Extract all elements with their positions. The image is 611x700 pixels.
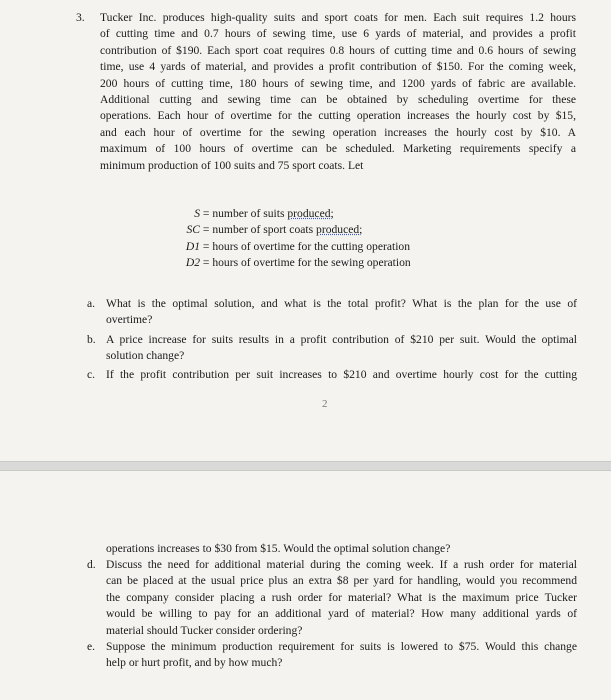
problem-line: Tucker Inc. produces high-quality suits and sport coats for men. Each suit requires 1.2 hours <box>100 11 576 24</box>
definition-symbol: D1 <box>185 239 200 253</box>
problem-line: of cutting time and 0.7 hours of sewing time, use 6 yards of material, and provides a profit <box>100 27 576 41</box>
question-d <box>87 557 577 639</box>
problem-line: time, use 4 yards of material, and provides a profit contribution of $150. For the coming week, <box>100 60 576 74</box>
question-line: Discuss the need for additional material during the coming week. If a rush order for material <box>106 558 577 571</box>
definition-row <box>172 222 472 238</box>
question-label: e. <box>87 640 96 653</box>
definition-symbol: S <box>194 207 200 220</box>
question-line: A price increase for suits results in a profit contribution of $210 per suit. Would the optimal <box>106 333 577 346</box>
question-c <box>87 367 577 383</box>
question-line: What is the optimal solution, and what is the total profit? What is the plan for the use of <box>106 297 577 310</box>
question-label: a. <box>87 297 96 310</box>
definition-symbol: SC <box>186 223 200 237</box>
definition-row <box>172 239 472 255</box>
continuation-line: operations increases to $30 from $15. Would the optimal solution change? <box>106 542 451 555</box>
question-line: help or hurt profit, and by how much? <box>106 656 283 670</box>
question-line: would be willing to pay for an additional yard of material? How many additional yards of <box>106 607 577 621</box>
definition-symbol: D2 <box>185 256 200 270</box>
problem-line: and each hour of overtime for the sewing operation increases the hourly cost by $10. A <box>100 125 576 139</box>
question-line: can be placed at the usual price plus an extra $8 per yard for handling, would you recommend <box>106 574 577 588</box>
question-label: c. <box>87 368 96 381</box>
definition-row <box>172 255 472 271</box>
definition-text: = hours of overtime for the cutting operation <box>202 239 411 253</box>
problem-statement <box>76 10 576 174</box>
document-page-2 <box>0 470 611 700</box>
definition-text: = number of suits <box>202 207 288 220</box>
question-line: the company consider placing a rush order for material? What is the maximum price Tucker <box>106 590 577 604</box>
question-label: b. <box>87 333 96 346</box>
question-e <box>87 639 577 672</box>
definition-underlined: produced; <box>287 207 334 220</box>
definition-row <box>172 206 472 222</box>
problem-line: minimum production of 100 suits and 75 sport coats. Let <box>100 158 364 172</box>
question-line: If the profit contribution per suit increases to $210 and overtime hourly cost for the cutting <box>106 368 577 381</box>
question-c-continuation <box>106 541 576 557</box>
question-line: Suppose the minimum production requirement for suits is lowered to $75. Would this change <box>106 640 577 653</box>
definition-text: = hours of overtime for the sewing operation <box>202 256 411 270</box>
problem-line: maximum of 100 hours of overtime can be scheduled. Marketing requirements specify a <box>100 142 576 156</box>
question-line: material should Tucker consider ordering? <box>106 623 303 637</box>
question-b <box>87 332 577 365</box>
page-number: 2 <box>322 398 328 410</box>
problem-line: contribution of $190. Each sport coat requires 0.8 hours of cutting time and 0.6 hours of sewing <box>100 43 576 57</box>
problem-line: operations. Each hour of overtime for the cutting operation increases the hourly cost by $15, <box>100 109 576 123</box>
variable-definitions <box>172 206 472 272</box>
problem-line: Additional cutting and sewing time can be obtained by scheduling overtime for these <box>100 93 576 107</box>
question-line: solution change? <box>106 349 185 363</box>
problem-body <box>100 10 576 174</box>
question-a <box>87 296 577 329</box>
problem-number: 3. <box>76 11 85 24</box>
question-line: overtime? <box>106 313 153 327</box>
question-label: d. <box>87 558 96 571</box>
problem-line: 200 hours of cutting time, 180 hours of sewing time, and 1200 yards of fabric are available. <box>100 76 576 90</box>
definition-underlined: produced; <box>316 223 363 237</box>
definition-text: = number of sport coats <box>202 223 317 237</box>
